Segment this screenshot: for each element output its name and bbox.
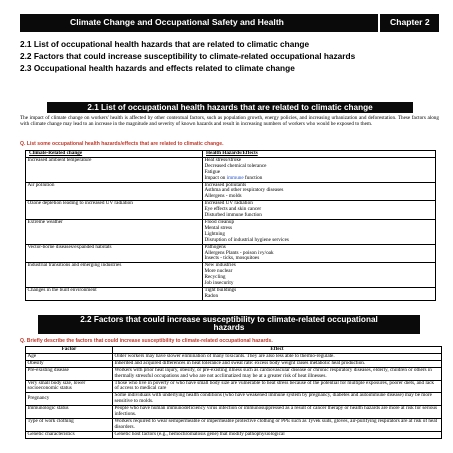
effect-item: Insects - ticks, mosquitoes [204,255,260,262]
section-list [20,38,440,74]
effect-cell: Some individuals with underlying health conditions (who have weakened immune system by pregnancy, diabetes and autoimmune disease) may be more sensitive to molds. [113,393,442,406]
factors-table [25,346,442,439]
factor-cell: Age [26,353,113,360]
change-cell: Changes in the built environment [26,287,203,300]
chapter-number: Chapter 2 [390,17,430,27]
effect-cell: Genetic host factors (e.g., hemochromatosis gene) that modify pathophysiological [113,431,442,438]
table-row [26,380,442,393]
effect-item: New industries [204,262,236,269]
effect-item: Decreased chemical tolerance [204,162,267,169]
toc-item-2-2: 2.2 Factors that could increase susceptibility to climate-related occupational hazards [20,51,356,61]
table-row [26,201,436,220]
effect-cell: People who have human immunodeficiency virus infection or immunosuppressed as a result of cancer therapy or health hazards are more at risk for serious infections. [113,406,442,419]
hazards-table-header-effects: Health Hazards/Effects [203,151,436,158]
effect-item: Radon [204,292,219,299]
effect-item: Asthma and other respiratory diseases [204,187,284,194]
effect-item: Recycling [204,274,226,281]
effect-text: Impact on [204,174,227,181]
factors-table-header-factor: Factor [26,347,113,354]
factor-cell: Pregnancy [26,393,113,406]
effect-item: Increased pollutants [204,181,247,188]
chapter-title: Climate Change and Occupational Safety and Health [70,17,284,27]
effect-item: Job insecurity [204,280,234,287]
table-row [26,219,436,244]
question-2-1: Q. List some occupational health hazards/effects that are related to climatic change. [20,141,224,147]
section-2-2-banner [38,315,420,334]
table-row [26,287,436,300]
effect-item: Allergens - molds [204,193,242,200]
section-2-2-heading-line2: hazards [213,323,245,332]
table-row [26,182,436,201]
effects-cell [203,219,436,244]
table-row [26,406,442,419]
effect-item: Fatigue [204,168,221,175]
effect-item: Disturbed immune function [204,212,262,219]
factor-cell: Immunologic status [26,406,113,419]
effect-item: Flood cleanup [204,218,235,225]
question-2-2: Q. Briefly describe the factors that could increase susceptibility to climate-related occupational hazards. [20,338,273,344]
factor-cell: Genetic characteristics [26,431,113,438]
table-row [26,263,436,288]
effects-cell [203,244,436,263]
effect-item: Pathogens [204,243,226,250]
section-2-1-heading: 2.1 List of occupational health hazards that are related to climatic change [87,103,373,112]
effect-item: More nuclear [204,268,233,275]
section-2-1-banner [47,102,413,113]
change-cell: Industrial transitions and emerging industries [26,263,203,288]
toc-item-2-3: 2.3 Occupational health hazards and effects related to climate change [20,63,295,73]
header-divider [378,14,380,32]
hazards-table [25,150,436,301]
effect-item: Heat stress/stroke [204,156,242,163]
effect-item: Mental stress [204,224,233,231]
effect-item [205,176,434,182]
effect-item: Tight buildings [204,286,237,293]
effects-cell [203,263,436,288]
factor-cell: Obesity [26,360,113,367]
effect-item: Disruption of industrial hygiene services [204,236,289,243]
change-cell: Increased ambient temperature [26,157,203,182]
table-row [26,367,442,380]
change-cell: Extreme weather [26,219,203,244]
table-row [26,393,442,406]
intro-paragraph: The impact of climate change on workers' health is affected by other contextual factors, such as population growth, energy policies, and increasing urbanization and deforestation. These factors along with climate change may lead to an increase in the magnitude and severity of known hazards and result in increasing numbers of workers who would be exposed to them. [20,115,439,127]
factors-table-header-effect: Effect [113,347,442,354]
effect-cell: Workers with prior heat injury, obesity, or pre-existing illness such as cardiovascular disease or chronic respiratory diseases, elderly, children or others in thermally stressful occupations and who are not acclimatized may be at a greater risk of heat illnesses. [113,367,442,380]
change-cell: Vector-borne diseases/expanded habitats [26,244,203,263]
effects-cell [203,287,436,300]
effects-cell [203,201,436,220]
factor-cell: Type of work clothing [26,418,113,431]
effect-cell: Inherited and acquired differences in heat tolerance and sweat rate: excess body weight raises metabolic heat production. [113,360,442,367]
table-row [26,431,442,438]
effect-cell: Workers required to wear semipermeable or impermeable protective clothing or PPE such as Tyvek suits, gloves, air-purifying respirators are at risk of heat disorders. [113,418,442,431]
change-cell: Ozone depletion leading to increased UV radiation [26,201,203,220]
effect-item: Allergens Plants - poison ivy/oak [204,249,274,256]
effects-cell [203,182,436,201]
factor-cell: Very small body size, lower socioeconomic status [26,380,113,393]
effect-item: Eye effects and skin cancer [204,206,262,213]
immune-link[interactable]: immune [226,174,244,181]
change-cell: Air pollution [26,182,203,201]
effect-item: Lightning [204,230,225,237]
effect-cell: Those who live in poverty or who have small body size are vulnerable to heat stress because of the potential for multiple exposures, poorer diets, and lack of access to medical care [113,380,442,393]
effect-cell: Older workers may have slower elimination of many toxicants. They are also less able to thermo-regulate. [113,353,442,360]
hazards-table-header-change: Climate-Related change [26,151,203,158]
table-row [26,418,442,431]
effect-item: Increased UV radiation [204,200,253,207]
toc-item-2-1: 2.1 List of occupational health hazards that are related to climatic change [20,39,310,49]
effect-text: function [243,174,263,181]
factor-cell: Pre-existing disease [26,367,113,380]
table-row [26,244,436,263]
section-2-2-heading-line1: 2.2 Factors that could increase susceptibility to climate-related occupational [80,315,378,324]
table-row [26,157,436,182]
effects-cell [203,157,436,182]
chapter-header [20,14,439,32]
